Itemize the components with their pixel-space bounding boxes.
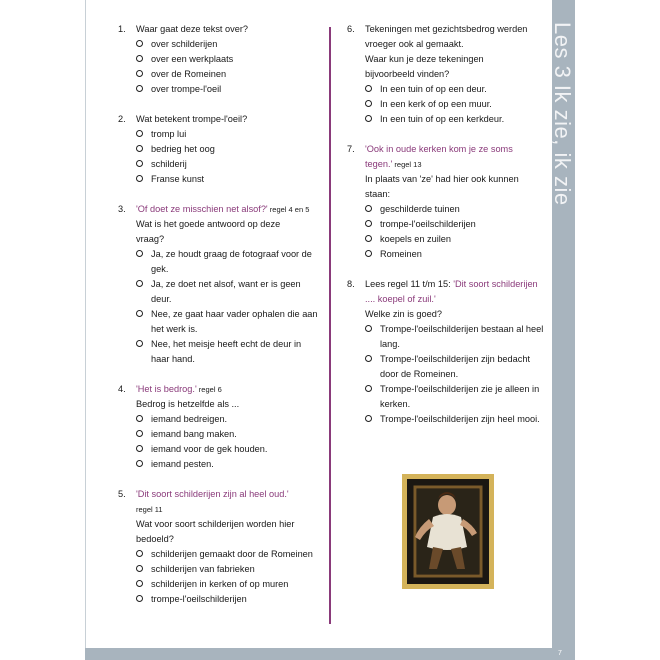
answer-option[interactable] xyxy=(136,37,318,52)
question-line xyxy=(365,52,547,67)
answer-option[interactable] xyxy=(365,97,547,112)
answer-option-label: over de Romeinen xyxy=(151,69,227,79)
question-line xyxy=(365,22,547,37)
answer-option-label: geschilderde tuinen xyxy=(380,204,460,214)
answer-option-label: In een tuin of op een deur. xyxy=(380,84,487,94)
answer-option[interactable] xyxy=(136,562,318,577)
answer-option[interactable] xyxy=(136,172,318,187)
radio-circle-icon[interactable] xyxy=(136,430,143,437)
quoted-text: 'Het is bedrog.' xyxy=(136,384,197,394)
question-line xyxy=(136,232,318,247)
question-number: 2. xyxy=(118,114,126,124)
answer-option[interactable] xyxy=(136,547,318,562)
question-item xyxy=(118,202,318,367)
answer-option-label: In een kerk of op een muur. xyxy=(380,99,492,109)
answer-option-label: trompe-l'oeilschilderijen xyxy=(380,219,476,229)
question-number: 5. xyxy=(118,489,126,499)
answer-option-label: koepels en zuilen xyxy=(380,234,451,244)
radio-circle-icon[interactable] xyxy=(136,595,143,602)
question-line xyxy=(136,487,318,502)
answer-option[interactable] xyxy=(136,157,318,172)
answer-option-label: Franse kunst xyxy=(151,174,205,184)
radio-circle-icon[interactable] xyxy=(365,415,372,422)
answer-option[interactable] xyxy=(365,217,547,232)
question-line xyxy=(365,277,547,292)
radio-circle-icon[interactable] xyxy=(365,220,372,227)
answer-option[interactable] xyxy=(136,577,318,592)
lesson-title: Les 3 Ik zie, ik zie xyxy=(550,22,575,206)
question-line xyxy=(365,142,547,157)
answer-option-label: schilderijen gemaakt door de Romeinen xyxy=(151,549,313,559)
radio-circle-icon[interactable] xyxy=(365,325,372,332)
quoted-text: .... koepel of zuil.' xyxy=(365,294,436,304)
answer-option[interactable] xyxy=(136,307,318,337)
answer-option[interactable] xyxy=(365,232,547,247)
radio-circle-icon[interactable] xyxy=(136,55,143,62)
question-text: Wat is het goede antwoord op deze xyxy=(136,219,281,229)
answer-option-label: Trompe-l'oeilschilderijen bestaan al heel lang. xyxy=(380,324,544,349)
question-item xyxy=(118,112,318,187)
question-text: Bedrog is hetzelfde als ... xyxy=(136,399,240,409)
answer-option-label: Ja, ze houdt graag de fotograaf voor de gek. xyxy=(151,249,312,274)
answer-option-label: iemand bedreigen. xyxy=(151,414,228,424)
answer-option-label: iemand voor de gek houden. xyxy=(151,444,268,454)
radio-circle-icon[interactable] xyxy=(365,235,372,242)
question-item xyxy=(347,277,547,427)
radio-circle-icon[interactable] xyxy=(365,385,372,392)
answer-option-label: schilderij xyxy=(151,159,187,169)
question-text: In plaats van 'ze' had hier ook kunnen xyxy=(365,174,519,184)
answer-option-label: Nee, ze gaat haar vader ophalen die aan het werk is. xyxy=(151,309,318,334)
radio-circle-icon[interactable] xyxy=(136,280,143,287)
answer-option-label: Ja, ze doet net alsof, want er is geen deur. xyxy=(151,279,301,304)
question-item xyxy=(118,382,318,472)
question-line xyxy=(136,217,318,232)
radio-circle-icon[interactable] xyxy=(136,460,143,467)
question-text: bijvoorbeeld vinden? xyxy=(365,69,450,79)
question-line xyxy=(136,502,318,517)
radio-circle-icon[interactable] xyxy=(136,70,143,77)
radio-circle-icon[interactable] xyxy=(136,145,143,152)
answer-option-label: Nee, het meisje heeft echt de deur in haar hand. xyxy=(151,339,302,364)
radio-circle-icon[interactable] xyxy=(136,175,143,182)
question-line xyxy=(136,397,318,412)
question-text: vroeger ook al gemaakt. xyxy=(365,39,464,49)
question-number: 1. xyxy=(118,24,126,34)
radio-circle-icon[interactable] xyxy=(136,340,143,347)
line-reference: regel 11 xyxy=(136,505,163,514)
escaping-criticism-painting xyxy=(407,479,489,584)
answer-option-label: iemand bang maken. xyxy=(151,429,237,439)
answer-option[interactable] xyxy=(365,412,547,427)
radio-circle-icon[interactable] xyxy=(136,40,143,47)
answer-option-label: Trompe-l'oeilschilderijen zie je alleen in kerken. xyxy=(380,384,540,409)
answer-option-label: over een werkplaats xyxy=(151,54,234,64)
quoted-text: tegen.' xyxy=(365,159,393,169)
answer-option-label: over trompe-l'oeil xyxy=(151,84,222,94)
quoted-text: 'Of doet ze misschien net alsof?' xyxy=(136,204,268,214)
question-line xyxy=(365,307,547,322)
answer-option-label: bedrieg het oog xyxy=(151,144,215,154)
answer-option-label: tromp lui xyxy=(151,129,187,139)
answer-option[interactable] xyxy=(365,322,547,352)
question-line xyxy=(136,532,318,547)
page-edge-line xyxy=(85,0,86,648)
question-line xyxy=(365,157,547,172)
question-line xyxy=(136,517,318,532)
question-number: 7. xyxy=(347,144,355,154)
question-text: Waar gaat deze tekst over? xyxy=(136,24,249,34)
answer-option[interactable] xyxy=(136,427,318,442)
quoted-text: 'Ook in oude kerken kom je ze soms xyxy=(365,144,513,154)
question-text: vraag? xyxy=(136,234,165,244)
question-text: Wat betekent trompe-l'oeil? xyxy=(136,114,248,124)
answer-option[interactable] xyxy=(136,412,318,427)
radio-circle-icon[interactable] xyxy=(136,565,143,572)
question-line xyxy=(136,112,318,127)
question-text: Wat voor soort schilderijen worden hier xyxy=(136,519,295,529)
answer-option[interactable] xyxy=(136,142,318,157)
answer-option-label: Romeinen xyxy=(380,249,422,259)
question-line xyxy=(365,292,547,307)
question-text: Lees regel 11 t/m 15: xyxy=(365,279,454,289)
question-line xyxy=(136,382,318,397)
right-column xyxy=(347,22,547,442)
question-item xyxy=(347,22,547,127)
question-number: 8. xyxy=(347,279,355,289)
radio-circle-icon[interactable] xyxy=(365,115,372,122)
radio-circle-icon[interactable] xyxy=(365,85,372,92)
quoted-text: 'Dit soort schilderijen zijn al heel oud.' xyxy=(136,489,289,499)
radio-circle-icon[interactable] xyxy=(136,550,143,557)
painting-image xyxy=(402,474,494,589)
answer-option[interactable] xyxy=(365,382,547,412)
answer-option[interactable] xyxy=(136,52,318,67)
answer-option[interactable] xyxy=(365,202,547,217)
radio-circle-icon[interactable] xyxy=(365,100,372,107)
answer-option[interactable] xyxy=(136,82,318,97)
question-line xyxy=(365,172,547,187)
answer-option-label: In een tuin of op een kerkdeur. xyxy=(380,114,505,124)
question-text: Tekeningen met gezichtsbedrog werden xyxy=(365,24,528,34)
question-text: staan: xyxy=(365,189,391,199)
radio-circle-icon[interactable] xyxy=(136,160,143,167)
question-line xyxy=(365,187,547,202)
answer-option[interactable] xyxy=(365,247,547,262)
radio-circle-icon[interactable] xyxy=(365,355,372,362)
line-reference: regel 6 xyxy=(196,385,222,394)
answer-option-label: Trompe-l'oeilschilderijen zijn heel mooi. xyxy=(380,414,540,424)
radio-circle-icon[interactable] xyxy=(136,310,143,317)
question-line xyxy=(136,202,318,217)
radio-circle-icon[interactable] xyxy=(365,250,372,257)
line-reference: regel 4 en 5 xyxy=(267,205,310,214)
answer-option-label: Trompe-l'oeilschilderijen zijn bedacht door de Romeinen. xyxy=(380,354,531,379)
question-item xyxy=(347,142,547,262)
radio-circle-icon[interactable] xyxy=(136,445,143,452)
quoted-text: 'Dit soort schilderijen xyxy=(453,279,538,289)
answer-option[interactable] xyxy=(136,67,318,82)
radio-circle-icon[interactable] xyxy=(136,580,143,587)
page-number: 7 xyxy=(558,650,562,657)
question-text: Waar kun je deze tekeningen xyxy=(365,54,484,64)
answer-option[interactable] xyxy=(365,352,547,382)
radio-circle-icon[interactable] xyxy=(136,85,143,92)
answer-option[interactable] xyxy=(136,337,318,367)
question-number: 4. xyxy=(118,384,126,394)
line-reference: regel 13 xyxy=(392,160,422,169)
question-item xyxy=(118,22,318,97)
left-column xyxy=(118,22,318,622)
answer-option-label: trompe-l'oeilschilderijen xyxy=(151,594,247,604)
question-item xyxy=(118,487,318,607)
radio-circle-icon[interactable] xyxy=(136,415,143,422)
answer-option-label: iemand pesten. xyxy=(151,459,214,469)
question-line xyxy=(365,37,547,52)
answer-option[interactable] xyxy=(136,592,318,607)
answer-option[interactable] xyxy=(365,112,547,127)
answer-option[interactable] xyxy=(136,277,318,307)
question-number: 3. xyxy=(118,204,126,214)
answer-option-label: schilderijen van fabrieken xyxy=(151,564,255,574)
answer-option[interactable] xyxy=(136,247,318,277)
question-number: 6. xyxy=(347,24,355,34)
answer-option[interactable] xyxy=(136,442,318,457)
radio-circle-icon[interactable] xyxy=(365,205,372,212)
question-text: Welke zin is goed? xyxy=(365,309,442,319)
answer-option-label: over schilderijen xyxy=(151,39,218,49)
answer-option-label: schilderijen in kerken of op muren xyxy=(151,579,289,589)
column-divider xyxy=(329,27,331,624)
radio-circle-icon[interactable] xyxy=(136,130,143,137)
question-line xyxy=(136,22,318,37)
question-text: bedoeld? xyxy=(136,534,174,544)
question-line xyxy=(365,67,547,82)
answer-option[interactable] xyxy=(136,457,318,472)
radio-circle-icon[interactable] xyxy=(136,250,143,257)
answer-option[interactable] xyxy=(136,127,318,142)
footer-band xyxy=(85,648,575,660)
answer-option[interactable] xyxy=(365,82,547,97)
